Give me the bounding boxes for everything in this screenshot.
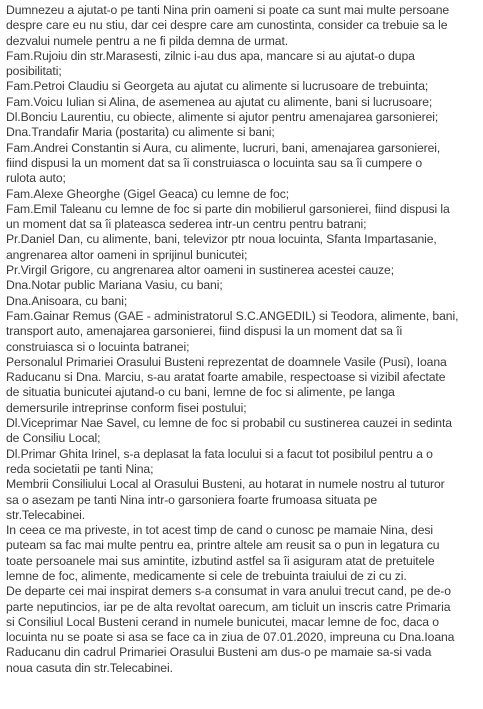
text-line: Dna.Notar public Mariana Vasiu, cu bani;: [6, 278, 223, 293]
text-line: Fam.Gainar Remus (GAE - administratorul S.C.ANGEDIL) si Teodora, alimente, bani,: [6, 308, 459, 323]
text-line: transport auto, amenajarea garsonierei, fiind dispusi la un moment dat sa îi: [6, 324, 403, 339]
text-line: Pr.Daniel Dan, cu alimente, bani, televizor ptr noua locuinta, Sfanta Impartasanie,: [6, 232, 437, 247]
text-line: angrenarea altor oameni in sprijinul bunicutei;: [6, 247, 248, 262]
text-line: Raducanu din cadrul Primariei Orasului Busteni am dus-o pe mamaie sa-si vada: [6, 645, 432, 660]
text-line: de Consiliu Local;: [6, 431, 101, 446]
text-line: Personalul Primariei Orasului Busteni reprezentat de doamnele Vasile (Pusi), Ioana: [6, 354, 447, 369]
text-line: De departe cei mai inspirat demers s-a consumat in vara anului trecut cand, pe de-o: [6, 584, 451, 599]
text-line: si Consiliul Local Busteni cerand in numele bunicutei, macar lemne de foc, daca o: [6, 614, 439, 629]
text-line: Fam.Petroi Claudiu si Georgeta au ajutat cu alimente si lucrusoare de trebuinta;: [6, 79, 429, 94]
text-line: Dumnezeu a ajutat-o pe tanti Nina prin oameni si poate ca sunt mai multe persoane: [6, 3, 450, 17]
text-line: demersurile intreprinse conform fisei postului;: [6, 400, 247, 415]
text-line: noua casuta din str.Telecabinei.: [6, 660, 173, 675]
text-line: parte neputincios, iar pe de alta revoltat oarecum, am ticluit un inscris catre Primaria: [6, 599, 451, 614]
text-line: Dl.Bonciu Laurentiu, cu obiecte, alimente si ajutor pentru amenajarea garsonierei;: [6, 110, 439, 125]
text-line: construiasca si o locuinta batranei;: [6, 339, 190, 354]
text-line: dezvalui numele pentru a ne fi pilda demna de urmat.: [6, 33, 289, 48]
text-line: puteam sa fac mai multe pentru ea, printre altele am reusit sa o pun in legatura cu: [6, 538, 440, 553]
text-line: reda societatii pe tanti Nina;: [6, 461, 154, 476]
text-line: Pr.Virgil Grigore, cu angrenarea altor oameni in sustinerea acestei cauze;: [6, 263, 395, 278]
text-line: locuinta nu se poate si asa se face ca in ziua de 07.01.2020, impreuna cu Dna.Ioana: [6, 630, 455, 645]
text-line: rulota auto;: [6, 171, 66, 186]
text-line: Dl.Viceprimar Nae Savel, cu lemne de foc si probabil cu sustinerea cauzei in sedinta: [6, 416, 452, 431]
text-line: sa o asezam pe tanti Nina intr-o garsoniera foarte frumoasa situata pe: [6, 492, 378, 507]
text-line: Fam.Andrei Constantin si Aura, cu alimente, lucruri, bani, amenajarea garsonierei,: [6, 140, 441, 155]
text-line: In ceea ce ma priveste, in tot acest timp de cand o cunosc pe mamaie Nina, desi: [6, 523, 434, 538]
text-line: Fam.Rujoiu din str.Marasesti, zilnic i-au dus apa, mancare si au ajutat-o dupa: [6, 48, 415, 63]
text-line: de situatia bunicutei ajutand-o cu bani, lemne de foc si alimente, pe langa: [6, 385, 395, 400]
text-line: Fam.Alexe Gheorghe (Gigel Geaca) cu lemne de foc;: [6, 186, 290, 201]
text-line: Fam.Voicu Iulian si Alina, de asemenea au ajutat cu alimente, bani si lucrusoare;: [6, 94, 433, 109]
text-line: Raducanu si Dna. Marciu, s-au aratat foarte amabile, respectoase si vizibil afectate: [6, 370, 446, 385]
text-line: despre care eu nu stiu, dar cei despre care am cunostinta, consider ca trebuie sa le: [6, 18, 448, 33]
text-line: lemne de foc, alimente, medicamente si cele de trebuinta traiului de zi cu zi.: [6, 568, 407, 583]
text-line: un moment dat sa îi plateasca sederea intr-un centru pentru batrani;: [6, 217, 367, 232]
text-line: Dna.Anisoara, cu bani;: [6, 293, 128, 308]
text-line: str.Telecabinei.: [6, 507, 86, 522]
text-line: posibilitati;: [6, 64, 62, 79]
text-line: toate persoanele mai sus amintite, izbutind astfel sa îi asiguram atat de pretuitele: [6, 553, 435, 568]
text-line: Dl.Primar Ghita Irinel, s-a deplasat la fata locului si a facut tot posibilul pentru a o: [6, 446, 433, 461]
text-line: fiind dispusi la un moment dat sa îi construiasca o locuinta sau sa îi cumpere o: [6, 155, 423, 170]
text-line: Fam.Emil Taleanu cu lemne de foc si parte din mobilierul garsonierei, fiind dispusi la: [6, 201, 450, 216]
text-line: Membrii Consiliului Local al Orasului Busteni, au hotarat in numele nostru al tuturor: [6, 477, 445, 492]
text-line: Dna.Trandafir Maria (postarita) cu alimente si bani;: [6, 125, 275, 140]
